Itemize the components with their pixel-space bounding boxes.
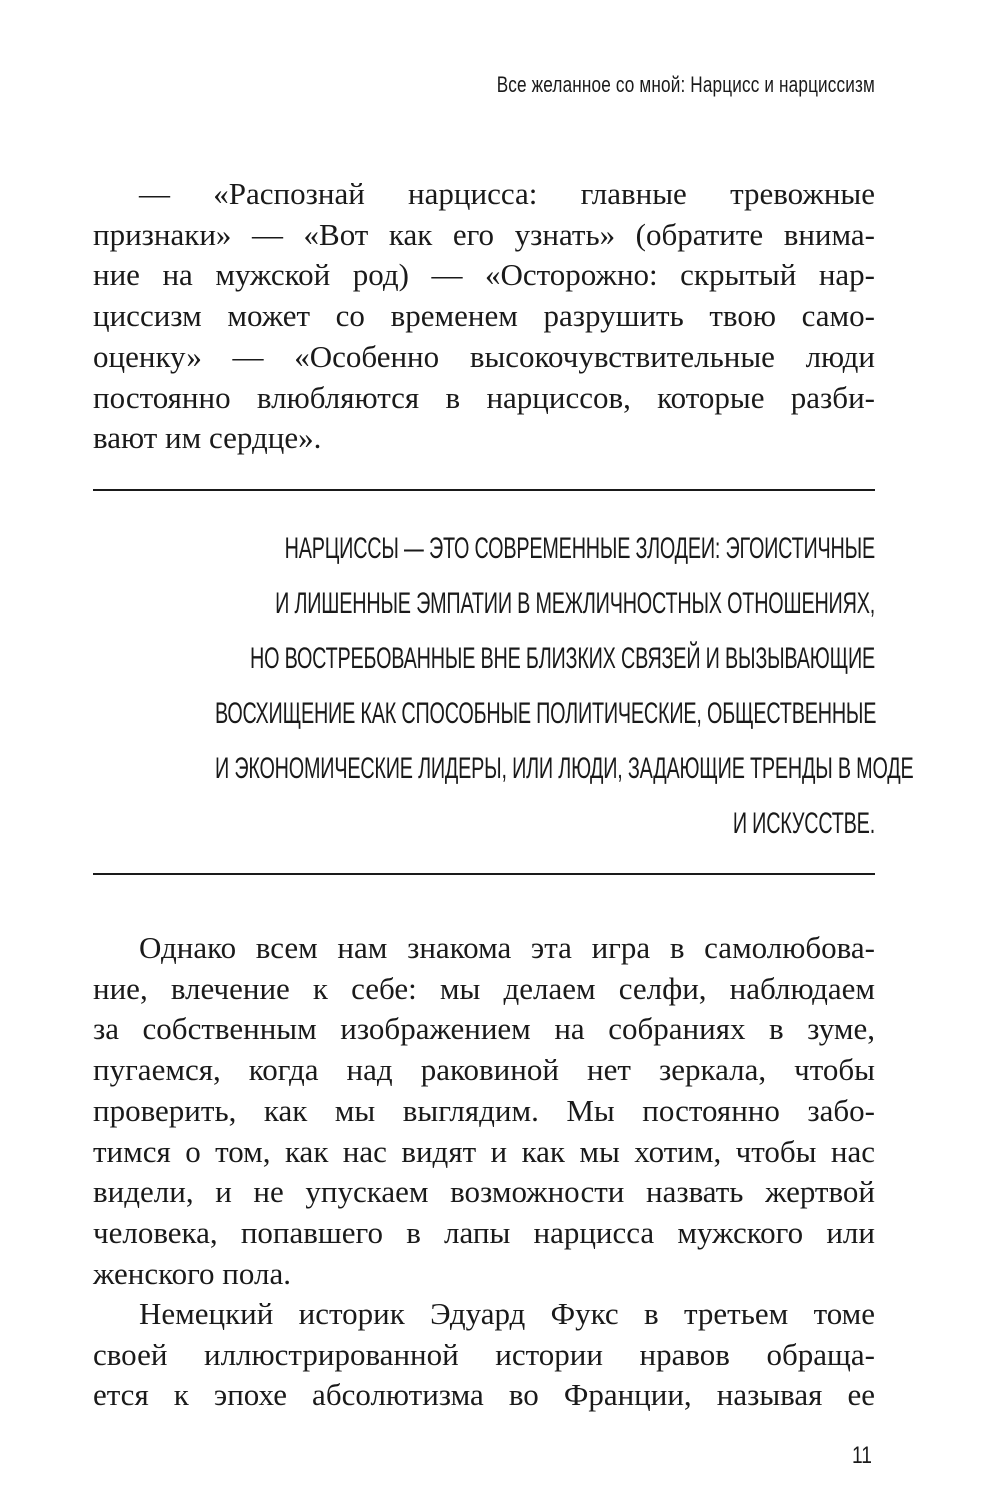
text-line: пугаемся, когда над раковиной нет зеркала, чтобы [93, 1052, 875, 1088]
running-head: Все желанное со мной: Нарцисс и нарциссизм [496, 72, 875, 97]
pullquote-line: И ЭКОНОМИЧЕСКИЕ ЛИДЕРЫ, ИЛИ ЛЮДИ, ЗАДАЮЩИЕ ТРЕНДЫ В МОДЕ [215, 752, 914, 785]
text-line: ние на мужской род) — «Осторожно: скрытый нар- [93, 257, 875, 293]
text-line: проверить, как мы выглядим. Мы постоянно забо- [93, 1092, 875, 1128]
pullquote [0, 521, 914, 851]
text-line: своей иллюстрированной истории нравов обраща- [93, 1336, 875, 1372]
pullquote-bottom-rule [93, 873, 875, 875]
text-line: Однако всем нам знакома эта игра в самолюбова- [139, 930, 875, 965]
text-line: оценку» — «Особенно высокочувствительные люди [93, 338, 875, 374]
pullquote-line: НО ВОСТРЕБОВАННЫЕ ВНЕ БЛИЗКИХ СВЯЗЕЙ И ВЫЗЫВАЮЩИЕ [250, 642, 875, 675]
text-line: ется к эпохе абсолютизма во Франции, называя ее [93, 1377, 875, 1413]
text-line: женского пола. [93, 1255, 291, 1291]
text-line: постоянно влюбляются в нарциссов, которые разби- [93, 379, 875, 415]
text-line: за собственным изображением на собраниях в зуме, [93, 1011, 875, 1047]
page-number: 11 [852, 1442, 872, 1469]
paragraph-self-admiration [93, 928, 875, 1294]
paragraph-fuchs [93, 1294, 875, 1416]
text-line: тимся о том, как нас видят и как мы хотим, чтобы нас [93, 1133, 875, 1169]
text-line: вают им сердце». [93, 420, 322, 456]
text-line: видели, и не упускаем возможности назвать жертвой [93, 1174, 875, 1210]
text-line: ние, влечение к себе: мы делаем селфи, наблюдаем [93, 970, 875, 1006]
pullquote-top-rule [93, 489, 875, 491]
pullquote-line: ВОСХИЩЕНИЕ КАК СПОСОБНЫЕ ПОЛИТИЧЕСКИЕ, ОБЩЕСТВЕННЫЕ [215, 697, 877, 730]
pullquote-line: И ИСКУССТВЕ. [732, 807, 875, 840]
text-line: Немецкий историк Эдуард Фукс в третьем томе [139, 1296, 875, 1331]
paragraph-quotes [93, 174, 875, 459]
text-line: — «Распознай нарцисса: главные тревожные [139, 176, 875, 211]
pullquote-line: И ЛИШЕННЫЕ ЭМПАТИИ В МЕЖЛИЧНОСТНЫХ ОТНОШЕНИЯХ, [275, 587, 875, 620]
text-line: циссизм может со временем разрушить твою само- [93, 298, 875, 334]
text-line: признаки» — «Вот как его узнать» (обратите внима- [93, 216, 875, 252]
text-line: человека, попавшего в лапы нарцисса мужского или [93, 1214, 875, 1250]
pullquote-line: НАРЦИССЫ — ЭТО СОВРЕМЕННЫЕ ЗЛОДЕИ: ЭГОИСТИЧНЫЕ [284, 532, 875, 565]
